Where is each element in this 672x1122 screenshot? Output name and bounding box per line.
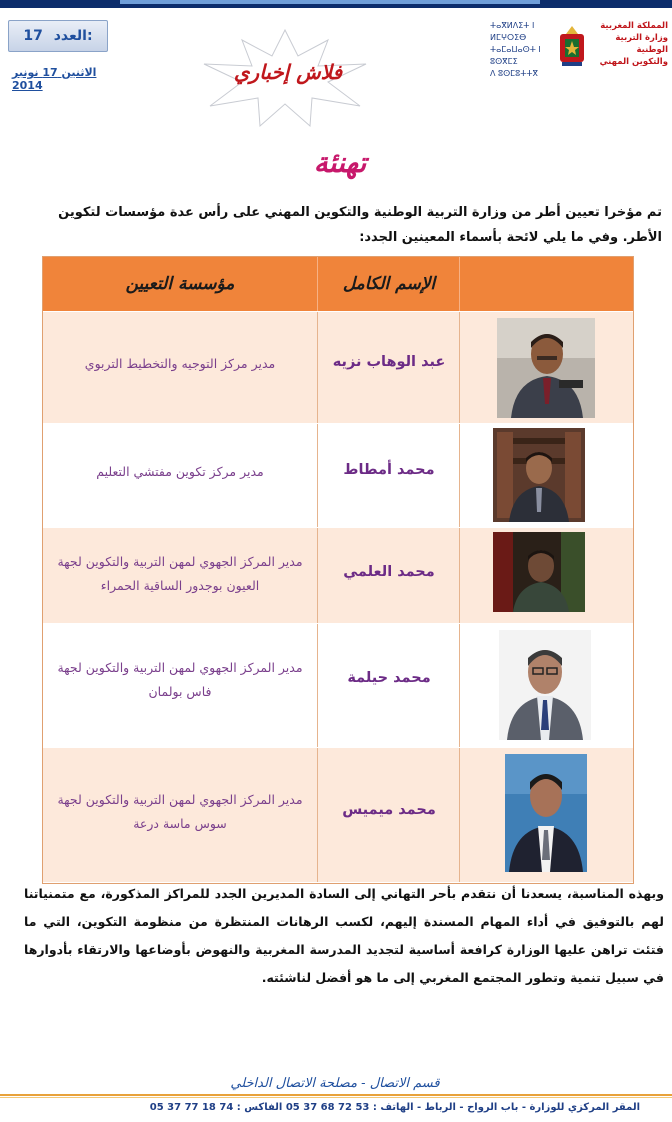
intro-paragraph: تم مؤخرا تعيين أطر من وزارة التربية الوطنية والتكوين المهني على رأس عدة مؤسسات لتكوين الأطر. وفي ما يلي لائحة بأسماء المعينين الجدد: [58, 205, 662, 245]
ministry-name-arabic [596, 20, 668, 68]
closing-paragraph: وبهذه المناسبة، يسعدنا أن نتقدم بأحر التهاني إلى السادة المديرين الجدد للمراكز المذكورة، مع متمنياتنا لهم بالتوفيق في أداء المهام المسندة إليهم، لكسب الرهانات المنتظرة من منظومة التكوين، التي ما فتئت تراهن عليها الوزارة كرافعة أساسية لتجديد المدرسة المغربية والنهوض بأوضاعها والارتقاء بأدوارها في سبيل تنمية وتطور المجتمع المغربي إلى ما هو أفضل لناشئته. [24, 886, 664, 985]
institution-cell: مدير مركز التوجيه والتخطيط التربوي [84, 356, 276, 371]
person-name: محمد أمطاط [343, 462, 435, 478]
issue-number-box [8, 20, 108, 52]
portrait-photo [505, 754, 587, 872]
header-institution: مؤسسة التعيين [125, 274, 235, 294]
institution-cell: مدير المركز الجهوي لمهن التربية والتكوين لجهة العيون بوجدور الساقية الحمراء [57, 554, 303, 593]
issue-label: العدد: [53, 28, 93, 44]
ministry-line: والتكوين المهني [599, 57, 668, 67]
table-row [43, 311, 633, 424]
person-name: محمد العلمي [343, 564, 435, 580]
institution-cell: مدير المركز الجهوي لمهن التربية والتكوين لجهة فاس بولمان [57, 660, 303, 699]
footer-contact: المقر المركزي للوزارة - باب الرواح - الرباط - الهاتف : 53 72 68 37 05 الفاكس : 74 18 77 37 05 [149, 1102, 640, 1113]
institution-cell: مدير مركز تكوين مفتشي التعليم [96, 464, 264, 479]
table-header [43, 257, 633, 311]
person-name: محمد حيلمة [347, 670, 431, 686]
tifinagh-line: ⵜⴰⴳⵍⴷⵉⵜ ⵏ ⵍⵎⵖⵔⵉⴱ [490, 21, 535, 42]
ministry-line: وزارة التربية الوطنية [615, 33, 668, 55]
table-row [43, 527, 633, 624]
institution-cell: مدير المركز الجهوي لمهن التربية والتكوين لجهة سوس ماسة درعة [57, 792, 303, 831]
ministry-name-tifinagh [490, 20, 556, 80]
top-stripe-accent [120, 0, 540, 4]
portrait-photo [497, 318, 595, 418]
tifinagh-line: ⵜⴰⵎⴰⵡⴰⵙⵜ ⵏ ⵓⵙⴳⵎⵉ [490, 45, 541, 66]
issue-number: 17 [23, 28, 43, 44]
footer-divider [0, 1094, 672, 1096]
footer-divider-light [0, 1097, 672, 1098]
flash-news-title: فلاش إخباري [233, 60, 343, 84]
portrait-photo [499, 630, 591, 740]
person-name: عبد الوهاب نزيه [332, 354, 446, 370]
person-name: محمد ميميس [342, 802, 436, 818]
table-row [43, 747, 633, 882]
portrait-photo [493, 428, 585, 522]
ministry-header [490, 20, 668, 82]
ministry-line: المملكة المغربية [600, 21, 668, 31]
tifinagh-line: ⴷ ⵓⵙⵎⵓⵜⵜⴳ [490, 69, 538, 78]
appointments-table [42, 256, 634, 884]
page-title: تهنئة [313, 146, 367, 179]
footer-department: قسم الاتصال - مصلحة الاتصال الداخلي [230, 1076, 440, 1091]
issue-date: الاثنين 17 نونبر 2014 [12, 66, 97, 92]
header-full-name: الإسم الكامل [342, 274, 436, 294]
table-row [43, 623, 633, 748]
portrait-photo [493, 532, 585, 612]
table-row [43, 423, 633, 528]
kingdom-emblem-icon [558, 24, 586, 72]
